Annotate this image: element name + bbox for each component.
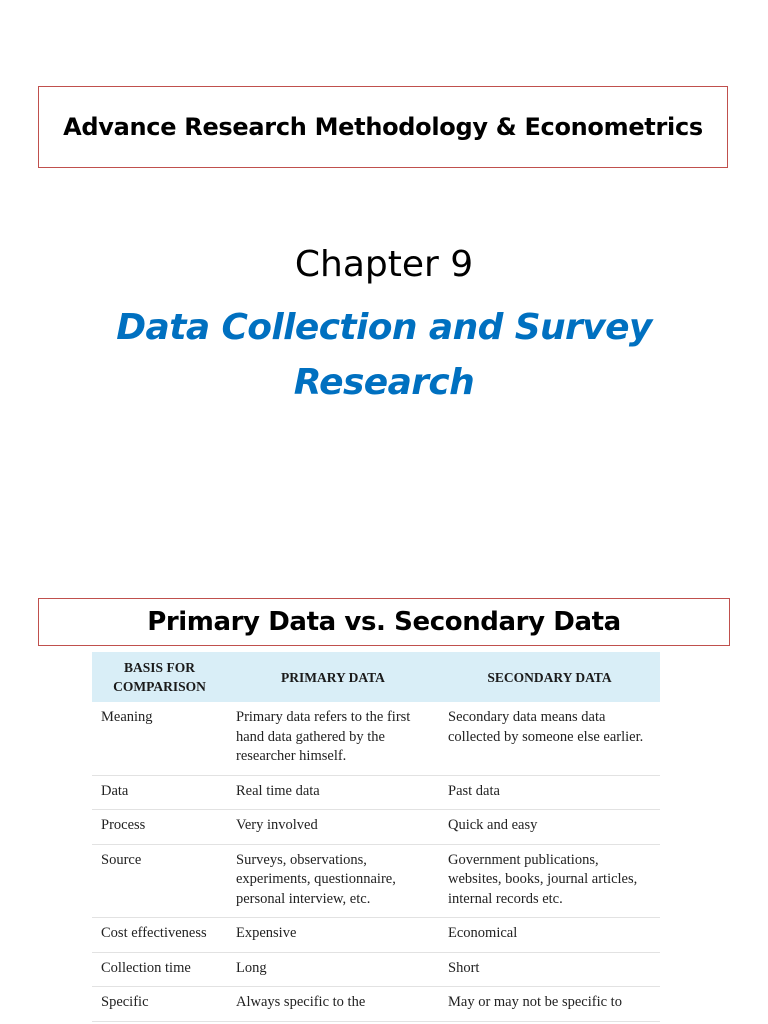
row-secondary-cell: Government publications, websites, books, journal articles, internal records etc.: [439, 844, 660, 918]
chapter-label: Chapter 9: [294, 244, 474, 285]
row-basis-cell: Collection time: [92, 952, 227, 987]
table-row: [92, 952, 660, 987]
chapter-title: Data Collection and Survey Research: [116, 307, 652, 403]
row-basis-cell: Specific: [92, 987, 227, 1022]
table-row: [92, 844, 660, 918]
row-basis-cell: Cost effectiveness: [92, 918, 227, 953]
comparison-title: Primary Data vs. Secondary Data: [147, 607, 621, 637]
header-basis: BASIS FOR COMPARISON: [92, 652, 227, 702]
row-primary-cell: Surveys, observations, experiments, questionnaire, personal interview, etc.: [227, 844, 439, 918]
row-primary-cell: Expensive: [227, 918, 439, 953]
row-secondary-cell: Secondary data means data collected by someone else earlier.: [439, 702, 660, 775]
row-primary-cell: Real time data: [227, 775, 439, 810]
table-row: [92, 775, 660, 810]
table-row: [92, 702, 660, 775]
row-primary-cell: Very involved: [227, 810, 439, 845]
row-basis-cell: Meaning: [92, 702, 227, 775]
row-primary-cell: Primary data refers to the first hand data gathered by the researcher himself.: [227, 702, 439, 775]
header-primary: PRIMARY DATA: [227, 652, 439, 702]
row-primary-cell: Always specific to the: [227, 987, 439, 1022]
row-secondary-cell: May or may not be specific to: [439, 987, 660, 1022]
row-secondary-cell: Economical: [439, 918, 660, 953]
table-row: [92, 987, 660, 1022]
row-basis-cell: Data: [92, 775, 227, 810]
header-secondary: SECONDARY DATA: [439, 652, 660, 702]
table-header-row: [92, 652, 660, 702]
row-secondary-cell: Short: [439, 952, 660, 987]
row-secondary-cell: Quick and easy: [439, 810, 660, 845]
row-secondary-cell: Past data: [439, 775, 660, 810]
course-title-box: [38, 86, 728, 168]
comparison-table: [92, 652, 660, 1022]
row-basis-cell: Process: [92, 810, 227, 845]
row-primary-cell: Long: [227, 952, 439, 987]
table-row: [92, 810, 660, 845]
row-basis-cell: Source: [92, 844, 227, 918]
table-row: [92, 918, 660, 953]
comparison-title-box: [38, 598, 730, 646]
course-title: Advance Research Methodology & Econometrics: [63, 113, 703, 141]
